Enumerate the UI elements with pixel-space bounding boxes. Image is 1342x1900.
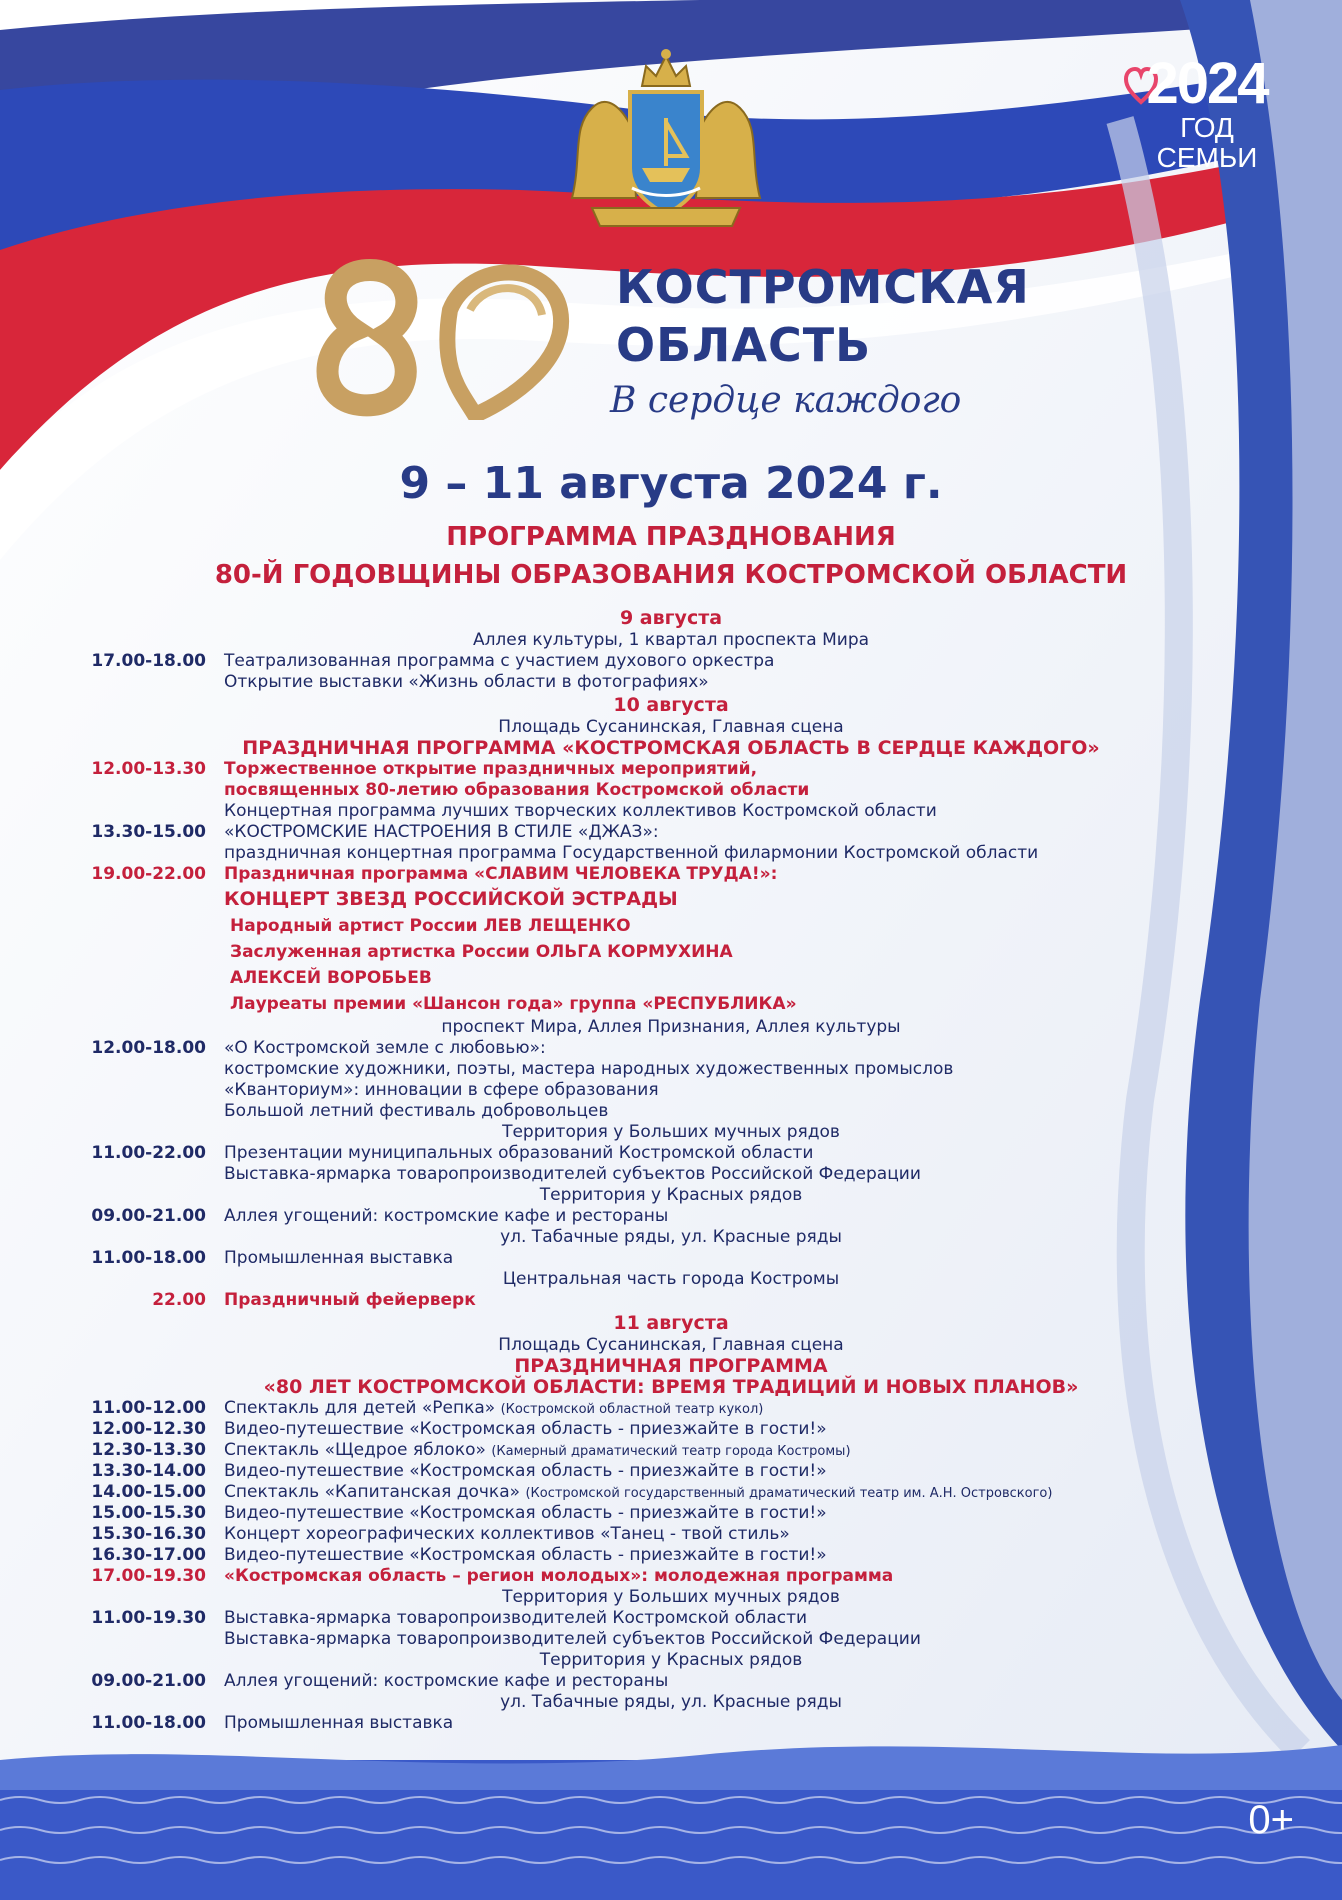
year-of-family-logo	[1132, 51, 1282, 173]
schedule-title: КОНЦЕРТ ЗВЕЗД РОССИЙСКОЙ ЭСТРАДЫ	[224, 888, 678, 910]
schedule-title: посвященных 80-летию образования Костромской области	[224, 780, 810, 800]
program-heading	[0, 738, 1342, 759]
schedule-time: 12.30-13.30	[91, 1440, 206, 1460]
schedule-item	[0, 1143, 1342, 1164]
venue-heading	[0, 1227, 1342, 1248]
region-title-line2: ОБЛАСТЬ	[616, 318, 872, 372]
schedule-note: (Костромской государственный драматический театр им. А.Н. Островского)	[525, 1486, 1053, 1501]
schedule-text	[224, 1101, 608, 1122]
schedule-item	[0, 1608, 1342, 1629]
schedule-title: Презентации муниципальных образований Костромской области	[224, 1143, 814, 1163]
program-title-line2: 80-Й ГОДОВЩИНЫ ОБРАЗОВАНИЯ КОСТРОМСКОЙ ОБЛАСТИ	[214, 560, 1128, 590]
schedule-text	[224, 1608, 807, 1629]
schedule-item	[0, 672, 1342, 693]
schedule-item	[0, 1398, 1342, 1419]
schedule-text	[230, 939, 733, 965]
schedule-text	[224, 1059, 953, 1080]
schedule-text	[224, 864, 777, 885]
schedule-item	[0, 780, 1342, 801]
schedule-title: Спектакль для детей «Репка»	[224, 1398, 496, 1418]
schedule-item	[0, 1545, 1342, 1566]
schedule-title: Аллея угощений: костромские кафе и рестораны	[224, 1206, 669, 1226]
program-title-line1: ПРОГРАММА ПРАЗДНОВАНИЯ	[446, 522, 896, 552]
schedule-title: Народный артист России ЛЕВ ЛЕЩЕНКО	[230, 916, 631, 936]
schedule-item	[0, 1059, 1342, 1080]
program-title	[0, 518, 1342, 594]
schedule-text	[224, 1566, 893, 1587]
schedule-heading-text: Центральная часть города Костромы	[502, 1269, 840, 1289]
venue-heading	[0, 1335, 1342, 1356]
schedule-time: 22.00	[152, 1290, 206, 1310]
schedule-time: 11.00-18.00	[91, 1713, 206, 1733]
schedule-heading-text: ПРАЗДНИЧНАЯ ПРОГРАММА «КОСТРОМСКАЯ ОБЛАСТЬ В СЕРДЦЕ КАЖДОГО»	[242, 737, 1100, 759]
schedule-heading-text: 9 августа	[619, 607, 723, 629]
schedule-title: Аллея угощений: костромские кафе и рестораны	[224, 1671, 669, 1691]
venue-heading	[0, 1185, 1342, 1206]
schedule-text	[224, 1671, 668, 1692]
schedule-text	[224, 1038, 546, 1059]
schedule-text	[224, 1545, 827, 1566]
schedule-text	[224, 822, 659, 843]
schedule-heading-text: Площадь Сусанинская, Главная сцена	[498, 1335, 844, 1355]
schedule-item	[0, 759, 1342, 780]
schedule-time: 09.00-21.00	[91, 1206, 206, 1226]
schedule-title: Большой летний фестиваль добровольцев	[224, 1101, 609, 1121]
venue-heading	[0, 1017, 1342, 1038]
schedule-time: 09.00-21.00	[91, 1671, 206, 1691]
schedule-item	[0, 1440, 1342, 1461]
venue-heading	[0, 1692, 1342, 1713]
program-heading	[0, 1356, 1342, 1377]
schedule-text	[224, 1206, 668, 1227]
schedule-item	[0, 1524, 1342, 1545]
schedule-heading-text: Территория у Красных рядов	[539, 1650, 803, 1670]
venue-heading	[0, 1650, 1342, 1671]
schedule-text	[224, 1164, 921, 1185]
schedule-title: Выставка-ярмарка товаропроизводителей субъектов Российской Федерации	[224, 1164, 921, 1184]
schedule-title: Открытие выставки «Жизнь области в фотографиях»	[224, 672, 709, 692]
schedule-item	[0, 913, 1342, 939]
schedule-title: Театрализованная программа с участием духового оркестра	[224, 651, 775, 671]
schedule-time: 16.30-17.00	[91, 1545, 206, 1565]
schedule-title: Торжественное открытие праздничных мероприятий,	[224, 759, 758, 779]
schedule-item	[0, 1164, 1342, 1185]
schedule-time: 14.00-15.00	[91, 1482, 206, 1502]
schedule-text	[224, 672, 709, 693]
schedule-title: Видео-путешествие «Костромская область - приезжайте в гости!»	[224, 1419, 827, 1439]
schedule-heading-text: Аллея культуры, 1 квартал проспекта Мира	[472, 630, 870, 650]
schedule-text	[224, 1419, 827, 1440]
schedule-time: 11.00-18.00	[91, 1248, 206, 1268]
schedule-time: 15.30-16.30	[91, 1524, 206, 1544]
schedule-item	[0, 1080, 1342, 1101]
schedule-item	[0, 1038, 1342, 1059]
schedule-item	[0, 1206, 1342, 1227]
schedule-title: Концертная программа лучших творческих коллективов Костромской области	[224, 801, 937, 821]
schedule-note: (Костромской областной театр кукол)	[500, 1402, 764, 1417]
venue-heading	[0, 1122, 1342, 1143]
schedule-item	[0, 1713, 1342, 1734]
program-heading	[0, 1377, 1342, 1398]
schedule-item	[0, 651, 1342, 672]
schedule-title: Видео-путешествие «Костромская область - приезжайте в гости!»	[224, 1503, 827, 1523]
schedule-title: «Кванториум»: инновации в сфере образования	[224, 1080, 659, 1100]
schedule-text	[224, 1143, 813, 1164]
schedule-text	[230, 913, 631, 939]
schedule-text	[224, 801, 937, 822]
schedule-heading-text: «80 ЛЕТ КОСТРОМСКОЙ ОБЛАСТИ: ВРЕМЯ ТРАДИЦИЙ И НОВЫХ ПЛАНОВ»	[263, 1376, 1079, 1398]
schedule-text	[224, 1440, 851, 1462]
schedule-heading-text: Территория у Больших мучных рядов	[502, 1587, 840, 1607]
age-rating: 0+	[1248, 1798, 1294, 1842]
schedule-time: 15.00-15.30	[91, 1503, 206, 1523]
schedule-title: праздничная концертная программа Государственной филармонии Костромской области	[224, 843, 1039, 863]
event-dates: 9 – 11 августа 2024 г.	[399, 458, 943, 509]
schedule-title: Видео-путешествие «Костромская область - приезжайте в гости!»	[224, 1545, 827, 1565]
schedule-title: Лауреаты премии «Шансон года» группа «РЕСПУБЛИКА»	[230, 994, 797, 1014]
schedule-text	[224, 843, 1038, 864]
schedule-time: 12.00-18.00	[91, 1038, 206, 1058]
eighty-anniversary-logo	[300, 250, 600, 420]
schedule-text	[224, 1080, 659, 1101]
schedule-text	[230, 965, 432, 991]
schedule-item	[0, 1419, 1342, 1440]
schedule-title: Заслуженная артистка России ОЛЬГА КОРМУХИНА	[230, 942, 733, 962]
schedule-item	[0, 1629, 1342, 1650]
schedule-item	[0, 1503, 1342, 1524]
schedule-title: Спектакль «Щедрое яблоко»	[224, 1440, 486, 1460]
schedule-heading-text: ПРАЗДНИЧНАЯ ПРОГРАММА	[514, 1355, 828, 1377]
schedule-time: 11.00-19.30	[91, 1608, 206, 1628]
region-title-line1: КОСТРОМСКАЯ	[616, 260, 1030, 314]
schedule-item	[0, 1482, 1342, 1503]
schedule-title: Концерт хореографических коллективов «Танец - твой стиль»	[224, 1524, 790, 1544]
venue-heading	[0, 630, 1342, 651]
schedule-time: 11.00-22.00	[91, 1143, 206, 1163]
schedule-title: Спектакль «Капитанская дочка»	[224, 1482, 521, 1502]
schedule-title: Праздничная программа «СЛАВИМ ЧЕЛОВЕКА ТРУДА!»:	[224, 864, 778, 884]
schedule-item	[0, 1671, 1342, 1692]
schedule-time: 17.00-19.30	[91, 1566, 206, 1586]
venue-heading	[0, 1269, 1342, 1290]
schedule-title: Выставка-ярмарка товаропроизводителей Костромской области	[224, 1608, 808, 1628]
schedule-text	[224, 1713, 453, 1734]
tagline: В сердце каждого	[610, 380, 962, 421]
schedule-title: Праздничный фейерверк	[224, 1290, 476, 1310]
schedule-text	[224, 1461, 827, 1482]
schedule-time: 13.30-15.00	[91, 822, 206, 842]
schedule-heading-text: ул. Табачные ряды, ул. Красные ряды	[500, 1227, 842, 1247]
venue-heading	[0, 717, 1342, 738]
schedule-title: «О Костромской земле с любовью»:	[224, 1038, 546, 1058]
schedule-heading-text: 11 августа	[613, 1312, 729, 1334]
schedule-text	[224, 1629, 921, 1650]
schedule-item	[0, 1461, 1342, 1482]
schedule-heading-text: ул. Табачные ряды, ул. Красные ряды	[500, 1692, 842, 1712]
schedule-item	[0, 1566, 1342, 1587]
region-title	[616, 258, 1030, 374]
schedule-time: 12.00-13.30	[91, 759, 206, 779]
schedule-time: 19.00-22.00	[91, 864, 206, 884]
schedule-text	[224, 759, 757, 780]
schedule-text	[224, 1482, 1052, 1504]
schedule-heading-text: Территория у Красных рядов	[539, 1185, 803, 1205]
schedule-item	[0, 991, 1342, 1017]
coat-of-arms-icon	[562, 48, 770, 230]
schedule-text	[224, 1290, 476, 1311]
schedule-time: 12.00-12.30	[91, 1419, 206, 1439]
schedule-item	[0, 864, 1342, 885]
schedule-item	[0, 1101, 1342, 1122]
schedule-title: Промышленная выставка	[224, 1713, 454, 1733]
schedule-text	[224, 1503, 827, 1524]
schedule-title: АЛЕКСЕЙ ВОРОБЬЕВ	[230, 968, 432, 988]
schedule-heading-text: Территория у Больших мучных рядов	[502, 1122, 840, 1142]
day-heading	[0, 693, 1342, 717]
schedule-time: 13.30-14.00	[91, 1461, 206, 1481]
schedule-note: (Камерный драматический театр города Костромы)	[491, 1444, 851, 1459]
schedule-item	[0, 885, 1342, 913]
schedule-item	[0, 801, 1342, 822]
logo-year: 2024	[1146, 51, 1268, 116]
schedule-text	[224, 1398, 763, 1420]
schedule-title: Видео-путешествие «Костромская область - приезжайте в гости!»	[224, 1461, 827, 1481]
schedule-title: костромские художники, поэты, мастера народных художественных промыслов	[224, 1059, 954, 1079]
schedule-time: 17.00-18.00	[91, 651, 206, 671]
schedule-text	[224, 651, 774, 672]
schedule-time: 11.00-12.00	[91, 1398, 206, 1418]
venue-heading	[0, 1587, 1342, 1608]
schedule-text	[230, 991, 797, 1017]
schedule-item	[0, 822, 1342, 843]
schedule-title: Промышленная выставка	[224, 1248, 454, 1268]
schedule-heading-text: 10 августа	[613, 694, 729, 716]
schedule-text	[224, 1248, 453, 1269]
logo-subtitle: ГОД СЕМЬИ	[1156, 112, 1258, 173]
schedule	[0, 606, 1342, 1734]
schedule-heading-text: Площадь Сусанинская, Главная сцена	[498, 717, 844, 737]
schedule-title: «КОСТРОМСКИЕ НАСТРОЕНИЯ В СТИЛЕ «ДЖАЗ»:	[224, 822, 659, 842]
schedule-text	[224, 1524, 790, 1545]
schedule-item	[0, 1290, 1342, 1311]
schedule-item	[0, 965, 1342, 991]
day-heading	[0, 606, 1342, 630]
schedule-text	[224, 780, 809, 801]
schedule-heading-text: проспект Мира, Аллея Признания, Аллея культуры	[441, 1017, 901, 1037]
schedule-title: «Костромская область – регион молодых»: молодежная программа	[224, 1566, 894, 1586]
day-heading	[0, 1311, 1342, 1335]
schedule-item	[0, 939, 1342, 965]
schedule-title: Выставка-ярмарка товаропроизводителей субъектов Российской Федерации	[224, 1629, 921, 1649]
schedule-item	[0, 1248, 1342, 1269]
schedule-text	[224, 885, 678, 913]
schedule-item	[0, 843, 1342, 864]
